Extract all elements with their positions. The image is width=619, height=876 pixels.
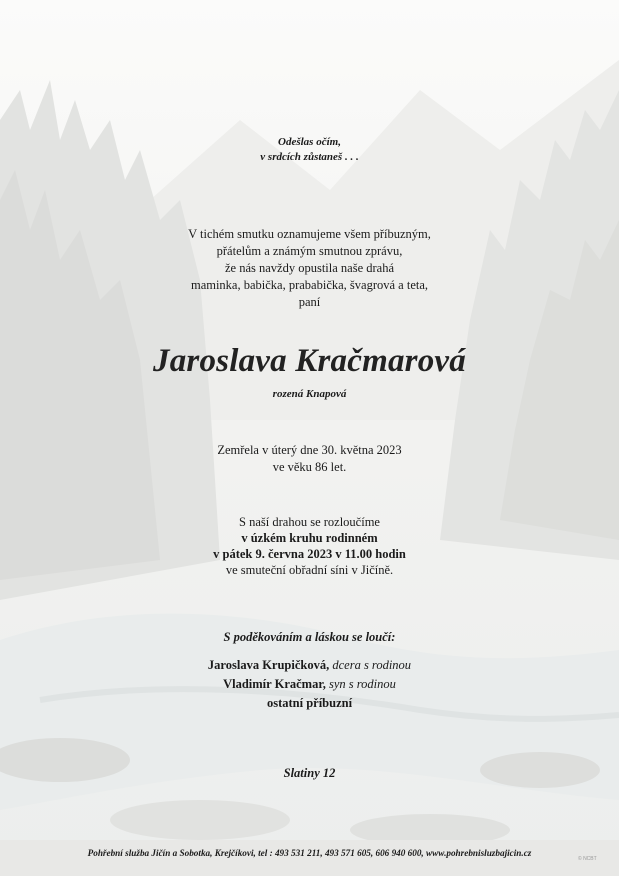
footer-funeral-service: Pohřební služba Jičín a Sobotka, Krejčíkovi, tel : 493 531 211, 493 571 605, 606 940 600, www.pohrebnisluzbajicin.cz <box>87 848 532 858</box>
corner-mark: © NCBT <box>578 856 597 862</box>
motto-line-1: Odešlas očím, <box>278 136 341 148</box>
maiden-name: rozená Knapová <box>272 388 347 400</box>
mourner-2 <box>0 677 619 692</box>
deceased-name: Jaroslava Kračmarová <box>153 343 466 379</box>
address: Slatiny 12 <box>283 766 336 780</box>
death-date: Zemřela v úterý dne 30. května 2023 <box>217 443 402 457</box>
mourner-1-relation: dcera s rodinou <box>332 658 412 672</box>
farewell-line-3: v pátek 9. června 2023 v 11.00 hodin <box>213 547 406 561</box>
farewell-line-1: S naší drahou se rozloučíme <box>239 515 380 529</box>
mourner-2-relation: syn s rodinou <box>328 677 396 691</box>
mourner-1 <box>0 658 619 673</box>
announcement-line-5: paní <box>298 295 321 309</box>
mourners-heading: S poděkováním a láskou se loučí: <box>223 630 396 644</box>
farewell-line-2: v úzkém kruhu rodinném <box>241 531 378 545</box>
announcement-line-1: V tichém smutku oznamujeme všem příbuzným, <box>188 227 431 241</box>
announcement-line-2: přátelům a známým smutnou zprávu, <box>216 244 403 258</box>
mourner-others: ostatní příbuzní <box>266 696 353 710</box>
motto-line-2: v srdcích zůstaneš . . . <box>260 151 359 163</box>
farewell-line-4: ve smuteční obřadní síni v Jičíně. <box>225 563 394 577</box>
announcement-line-3: že nás navždy opustila naše drahá <box>224 261 395 275</box>
announcement-line-4: maminka, babička, prababička, švagrová a teta, <box>190 278 429 292</box>
death-age: ve věku 86 let. <box>272 460 347 474</box>
mourner-2-name: Vladimír Kračmar, <box>223 677 326 691</box>
mourner-1-name: Jaroslava Krupičková, <box>207 658 330 672</box>
